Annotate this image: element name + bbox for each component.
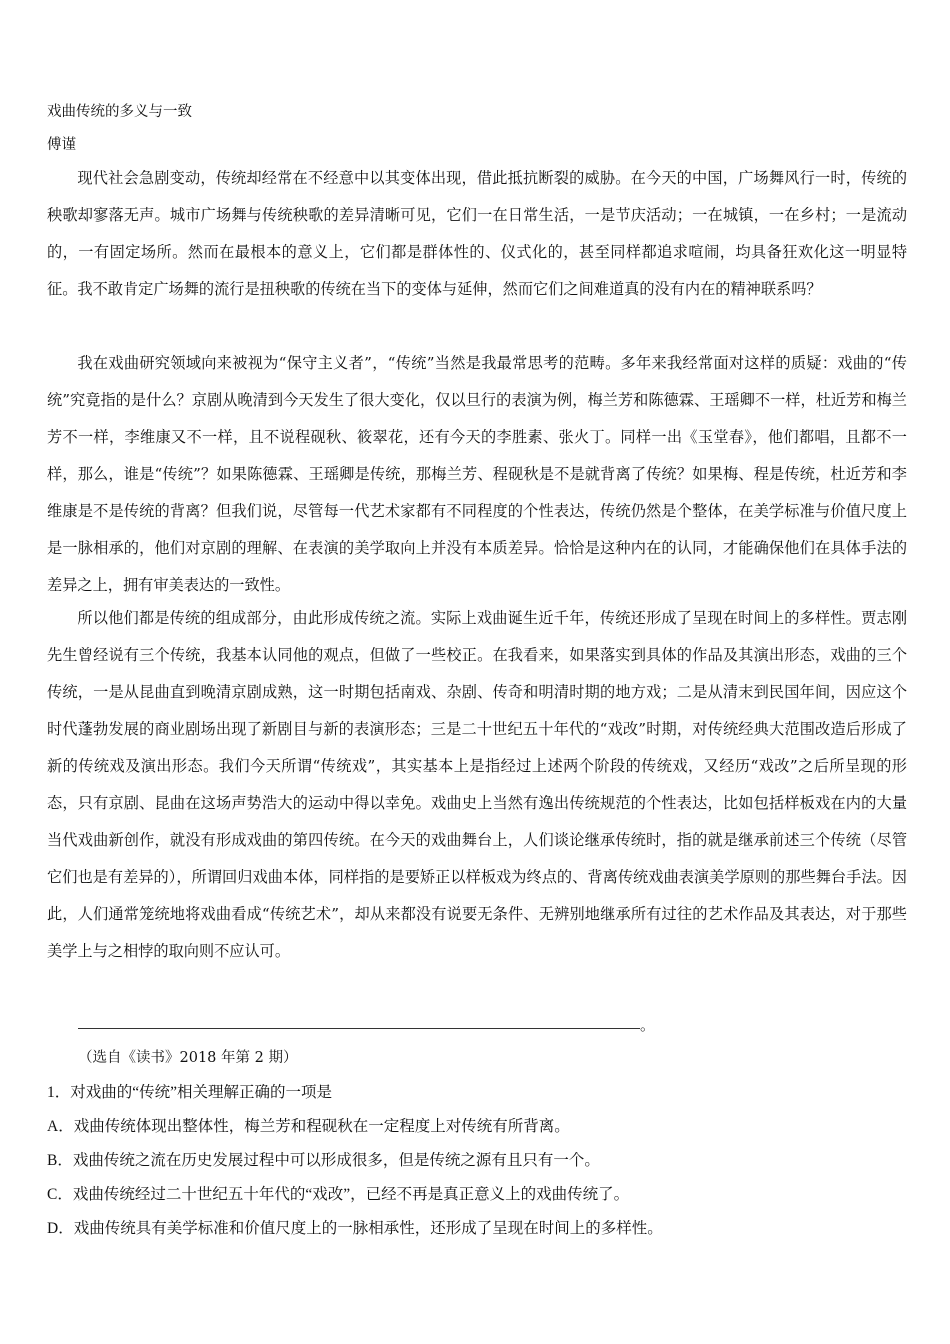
question-stem: 1．对戏曲的“传统”相关理解正确的一项是: [47, 1084, 333, 1101]
fill-in-blank-line[interactable]: [78, 1028, 640, 1029]
paragraph-1: 现代社会急剧变动，传统却经常在不经意中以其变体出现，借此抵抗断裂的威胁。在今天的中国，广场舞风行一时，传统的秧歌却寥落无声。城市广场舞与传统秧歌的差异清晰可见，它们一在日常生活，一是节庆活动；一在城镇，一在乡村；一是流动的，一有固定场所。然而在最根本的意义上，它们都是群体性的、仪式化的，甚至同样都追求喧闹，均具备狂欢化这一明显特征。我不敢肯定广场舞的流行是扭秧歌的传统在当下的变体与延伸，然而它们之间难道真的没有内在的精神联系吗？: [47, 169, 907, 298]
paragraph-3: 所以他们都是传统的组成部分，由此形成传统之流。实际上戏曲诞生近千年，传统还形成了呈现在时间上的多样性。贾志刚先生曾经说有三个传统，我基本认同他的观点，但做了一些校正。在我看来，如果落实到具体的作品及其演出形态，戏曲的三个传统，一是从昆曲直到晚清京剧成熟，这一时期包括南戏、杂剧、传奇和明清时期的地方戏；二是从清末到民国年间，因应这个时代蓬勃发展的商业剧场出现了新剧目与新的表演形态；三是二十世纪五十年代的“戏改”时期，对传统经典大范围改造后形成了新的传统戏及演出形态。我们今天所谓“传统戏”，其实基本上是指经过上述两个阶段的传统戏，又经历“戏改”之后所呈现的形态，只有京剧、昆曲在这场声势浩大的运动中得以幸免。戏曲史上当然有逸出传统规范的个性表达，比如包括样板戏在内的大量当代戏曲新创作，就没有形成戏曲的第四传统。在今天的戏曲舞台上，人们谈论继承传统时，指的就是继承前述三个传统（尽管它们也是有差异的），所谓回归戏曲本体，同样指的是要矫正以样板戏为终点的、背离传统戏曲表演美学原则的那些舞台手法。因此，人们通常笼统地将戏曲看成“传统艺术”，却从来都没有说要无条件、无辨别地继承所有过往的艺术作品及其表达，对于那些美学上与之相悖的取向则不应认可。: [47, 609, 907, 960]
article-author: 傅谨: [47, 137, 76, 153]
option-b[interactable]: B．戏曲传统之流在历史发展过程中可以形成很多，但是传统之源有且只有一个。: [47, 1152, 600, 1169]
article-title: 戏曲传统的多义与一致: [47, 104, 192, 120]
option-c[interactable]: C．戏曲传统经过二十世纪五十年代的“戏改”，已经不再是真正意义上的戏曲传统了。: [47, 1186, 630, 1203]
option-d[interactable]: D．戏曲传统具有美学标准和价值尺度上的一脉相承性，还形成了呈现在时间上的多样性。: [47, 1220, 663, 1237]
paragraph-2: 我在戏曲研究领域向来被视为“保守主义者”，“传统”当然是我最常思考的范畴。多年来我经常面对这样的质疑：戏曲的“传统”究竟指的是什么？京剧从晚清到今天发生了很大变化，仅以旦行的表演为例，梅兰芳和陈德霖、王瑶卿不一样，杜近芳和梅兰芳不一样，李维康又不一样，且不说程砚秋、筱翠花，还有今天的李胜素、张火丁。同样一出《玉堂春》，他们都唱，且都不一样，那么，谁是“传统”？如果陈德霖、王瑶卿是传统，那梅兰芳、程砚秋是不是就背离了传统？如果梅、程是传统，杜近芳和李维康是不是传统的背离？但我们说，尽管每一代艺术家都有不同程度的个性表达，传统仍然是个整体，在美学标准与价值尺度上是一脉相承的，他们对京剧的理解、在表演的美学取向上并没有本质差异。恰恰是这种内在的认同，才能确保他们在具体手法的差异之上，拥有审美表达的一致性。: [47, 354, 907, 594]
article-source: （选自《读书》2018 年第 2 期）: [78, 1050, 298, 1066]
blank-period: 。: [640, 1016, 656, 1034]
option-a[interactable]: A．戏曲传统体现出整体性，梅兰芳和程砚秋在一定程度上对传统有所背离。: [47, 1118, 570, 1135]
